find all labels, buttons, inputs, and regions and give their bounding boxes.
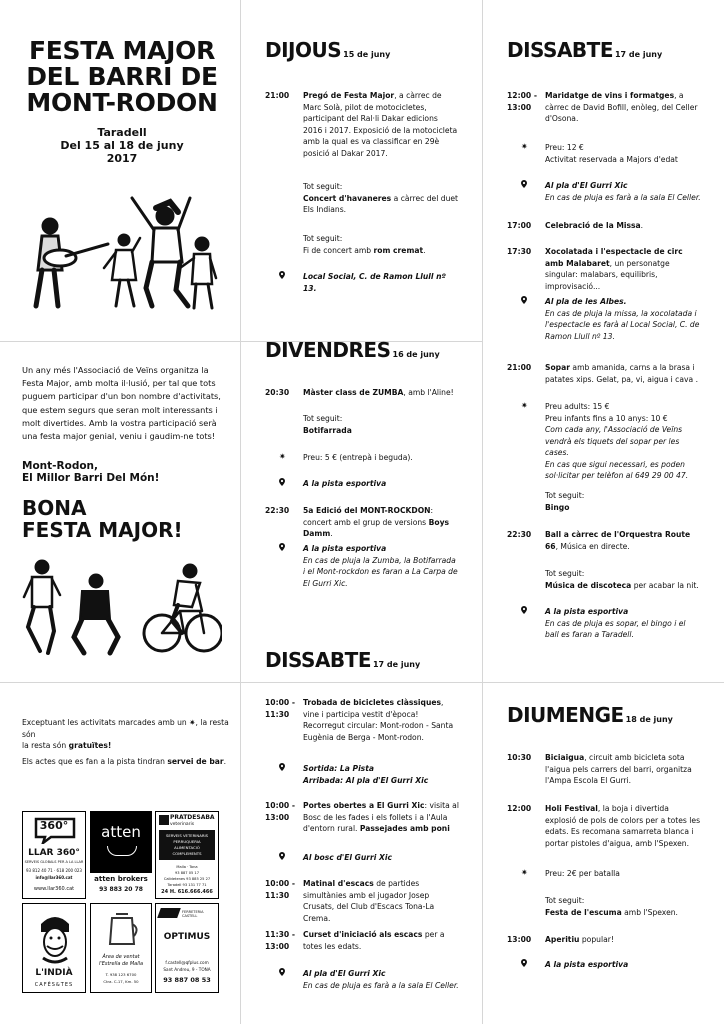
bona-festa-major: [22, 497, 222, 541]
asterisk-icon: ✷: [521, 142, 528, 151]
indian-face-icon: [35, 910, 75, 966]
fold-divider: [241, 682, 482, 683]
smile-icon: [107, 846, 137, 856]
location-pin-icon: [279, 543, 285, 551]
location: Taradell: [97, 126, 147, 139]
intro-text: Un any més l'Associació de Veïns organitza la Festa Major, amb molta il·lusió, per tal que tots puguem participar d'un bon nombre d'activitats, que estem segurs que seran molt interessants i molt divertides. Amb la vostra participació serà una festa major genial, veniu i gaudim-ne tots!: [22, 365, 221, 442]
slogan-line: El Millor Barri Del Món!: [22, 472, 160, 484]
day-heading-dijous: DIJOUS 15 de juny: [265, 38, 391, 62]
bona-line: BONA: [22, 496, 87, 520]
paw-icon: [159, 815, 169, 825]
free-activities-note: Exceptuant les activitats marcades amb un ✷, la resta són la resta són gratuïtes!: [22, 718, 229, 750]
coffee-pot-icon: [104, 910, 140, 950]
asterisk-icon: ✷: [521, 401, 528, 410]
title-line: DEL BARRI DE: [26, 62, 218, 91]
fold-divider: [0, 682, 240, 683]
location-pin-icon: [521, 180, 527, 188]
location-pin-icon: [279, 968, 285, 976]
day-heading-dissabte: DISSABTE 17 de juny: [265, 648, 421, 672]
bona-line: FESTA MAJOR!: [22, 518, 183, 542]
day-heading-divendres: DIVENDRES 16 de juny: [265, 338, 440, 362]
location-pin-icon: [279, 852, 285, 860]
atten-phone: 93 883 20 78: [99, 886, 143, 893]
ad-pratdesaba[interactable]: PRATDESABA veterinaris SERVEIS VETERINARIS PERRUQUERIA ALIMENTACIÓ COMPLEMENTS Malla · Tona 93 887 05 17 Calldetenes 93 885 25 27 Taradell 93 131 77 71 24 H. 616.666.466: [155, 811, 219, 899]
year: 2017: [106, 152, 138, 165]
fold-divider: [483, 682, 724, 683]
day-heading-diumenge: DIUMENGE 18 de juny: [507, 703, 673, 727]
slogan: [22, 460, 222, 484]
location-pin-icon: [521, 959, 527, 967]
asterisk-icon: ✷: [521, 868, 528, 877]
location-pin-icon: [279, 478, 285, 486]
title-line: FESTA MAJOR: [28, 36, 216, 65]
atten-name: atten brokers: [94, 875, 148, 883]
date-range: Del 15 al 18 de juny: [60, 139, 184, 152]
day-heading-dissabte-2: DISSABTE 17 de juny: [507, 38, 663, 62]
title-line: MONT-RODON: [26, 88, 218, 117]
family-dancing-illustration: [20, 178, 220, 318]
ad-lindia[interactable]: L'INDIÀ CAFÈS&TES: [22, 903, 86, 993]
ff-logo-icon: [157, 908, 181, 918]
ad-area-servei[interactable]: Àrea de ventat l'Estrella de Malla T. 938 123 6700 Ctra. C-17, Km. 50: [90, 903, 152, 993]
fold-divider: [0, 341, 240, 342]
sports-illustration: [22, 555, 222, 660]
bar-service-note: Els actes que es fan a la pista tindran servei de bar.: [22, 757, 227, 766]
location-pin-icon: [279, 271, 285, 279]
asterisk-icon: ✷: [279, 452, 286, 461]
location-pin-icon: [521, 296, 527, 304]
ad-llar360[interactable]: 360° LLAR 360° SERVEIS GLOBALS PER A LA LLAR 93 812 40 71 · 618 200 023 info@llar360.cat www.llar360.cat: [22, 811, 86, 899]
page-title: [22, 38, 222, 116]
location-pin-icon: [521, 606, 527, 614]
column-divider: [482, 0, 483, 1024]
ad-optimus[interactable]: FERRETERIA CASTELL OPTIMUS f.castell@qfplus.com Sant Andreu, 9 - TONA 93 887 08 53: [155, 903, 219, 993]
location-pin-icon: [279, 763, 285, 771]
column-divider: [240, 0, 241, 1024]
slogan-line: Mont-Rodon,: [22, 460, 99, 472]
asterisk-icon: ✷: [189, 718, 196, 727]
ad-atten-logo[interactable]: atten: [90, 811, 152, 873]
